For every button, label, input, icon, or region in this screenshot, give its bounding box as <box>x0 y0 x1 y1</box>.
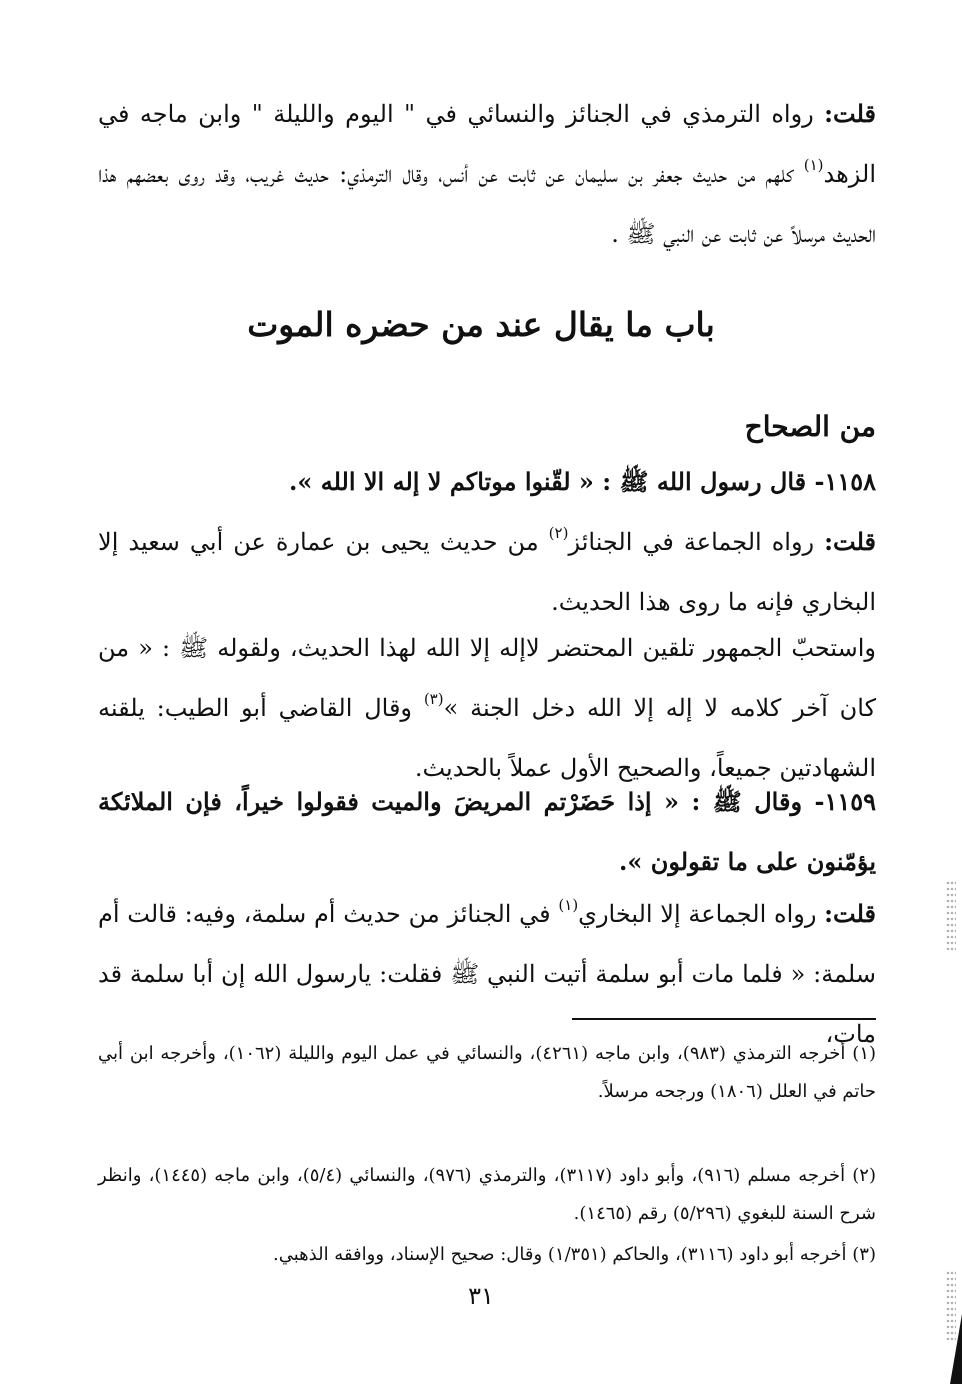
qultu-label: قلت: <box>824 527 876 556</box>
commentary-1159-text-continued: في الجنائز من حديث أم سلمة، وفيه: قالت أم سلمة: « فلما مات أبو سلمة أتيت النبي ﷺ فقلت: يارسول الله إن أبا سلمة قد مات، <box>98 900 876 1048</box>
commentary-1158-text: رواه الجماعة في الجنائز <box>568 528 825 556</box>
commentary-1159-text: رواه الجماعة إلا البخاري <box>578 900 825 928</box>
footnote-2: (٢) أخرجه مسلم (٩١٦)، وأبو داود (٣١١٧)، والترمذي (٩٧٦)، والنسائي (٥/٤)، وابن ماجه (١٤٤٥)، وانظر شرح السنة للبغوي (٥/٢٩٦) رقم (١٤٦٥). <box>98 1165 876 1224</box>
footnote-ref-1b: (١) <box>558 896 579 914</box>
chapter-title: باب ما يقال عند من حضره الموت <box>247 305 715 344</box>
intro-text: رواه الترمذي في الجنائز والنسائي في " اليوم والليلة " وابن ماجه في الزهد <box>98 100 876 188</box>
page-number: ٣١ <box>468 1282 494 1310</box>
intro-text-continued: كلهم من حديث جعفر بن سليمان عن ثابت عن أنس، وقال الترمذي: حديث غريب، وقد روى بعضهم هذا الحديث مرسلاً عن ثابت عن النبي ﷺ . <box>98 160 876 248</box>
footnote-3: (٣) أخرجه أبو داود (٣١١٦)، والحاكم (١/٣٥١) وقال: صحيح الإسناد، ووافقه الذهبي. <box>272 1244 876 1265</box>
istihbab-text-continued: وقال القاضي أبو الطيب: يلقنه الشهادتين جميعاً، والصحيح الأول عملاً بالحديث. <box>98 694 876 782</box>
hadith-1158: ١١٥٨- قال رسول الله ﷺ : « لقّنوا موتاكم لا إله الا الله ». <box>289 467 876 496</box>
footnote-1: (١) أخرجه الترمذي (٩٨٣)، وابن ماجه (٤٢٦١)، والنسائي في عمل اليوم والليلة (١٠٦٢)، وأخرجه ابن أبي حاتم في العلل (١٨٠٦) ورجحه مرسلاً. <box>98 1043 877 1102</box>
commentary-1158-text-continued: من حديث يحيى بن عمارة عن أبي سعيد إلا البخاري فإنه ما روى هذا الحديث. <box>98 528 876 616</box>
istihbab-text: واستحبّ الجمهور تلقين المحتضر لاإله إلا الله لهذا الحديث، ولقوله ﷺ : « من كان آخر كلامه لا إله إلا الله دخل الجنة » <box>98 634 876 722</box>
qultu-label: قلت: <box>824 99 876 128</box>
footnote-ref-1: (١) <box>803 156 824 174</box>
intro-paragraph <box>98 84 876 264</box>
scan-edge-shadow <box>950 1314 962 1384</box>
qultu-label: قلت: <box>824 899 876 928</box>
section-title: من الصحاح <box>744 410 876 443</box>
scan-noise-mark <box>946 880 956 950</box>
footnote-ref-3: (٣) <box>423 690 444 708</box>
commentary-1158 <box>98 512 876 632</box>
footnote-divider <box>572 1018 876 1020</box>
istihbab-paragraph <box>98 618 876 798</box>
footnote-ref-2: (٢) <box>548 524 569 542</box>
hadith-1159: ١١٥٩- وقال ﷺ : « إذا حَضَرْتم المريضَ والميت فقولوا خيراً، فإن الملائكة يؤمّنون على ما تقولون ». <box>98 787 876 876</box>
